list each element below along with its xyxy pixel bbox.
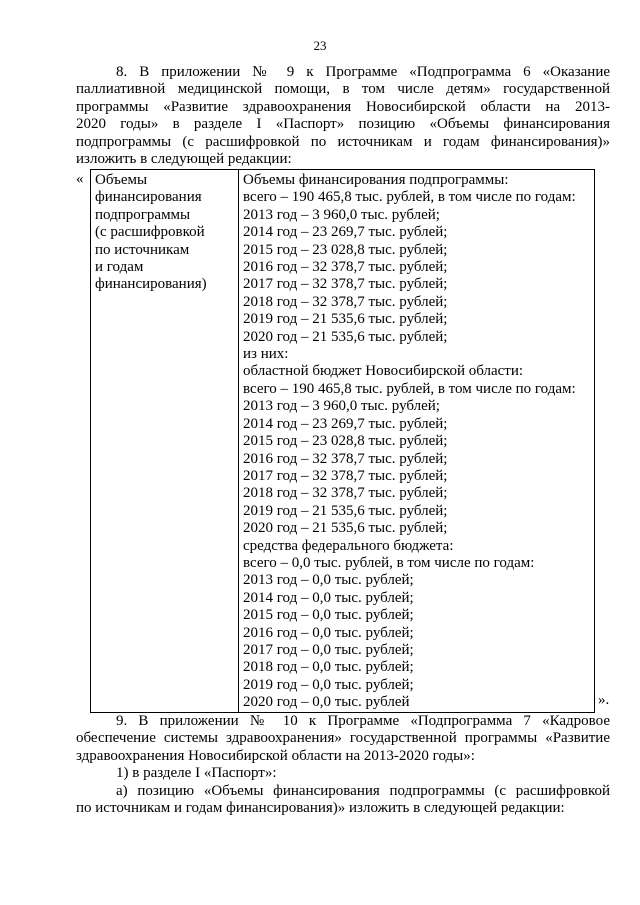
paragraph-8 [76, 64, 610, 168]
cell-line: 2019 год – 21 535,6 тыс. рублей; [243, 502, 448, 519]
cell-line: подпрограммы [95, 206, 191, 223]
cell-line: 2019 год – 0,0 тыс. рублей; [243, 676, 414, 693]
cell-line: 2020 год – 0,0 тыс. рублей [243, 694, 410, 711]
cell-line: 2017 год – 32 378,7 тыс. рублей; [243, 276, 448, 293]
cell-line: 2014 год – 23 269,7 тыс. рублей; [243, 415, 448, 432]
text-line: 2020 годы» в разделе I «Паспорт» позицию «Объемы финансирования [76, 116, 610, 133]
cell-line: из них: [243, 346, 289, 363]
cell-line: 2014 год – 23 269,7 тыс. рублей; [243, 224, 448, 241]
cell-line: всего – 0,0 тыс. рублей, в том числе по годам: [243, 554, 535, 571]
table-cell-label [91, 170, 239, 713]
cell-line: по источникам [95, 241, 190, 258]
text-line: а) позицию «Объемы финансирования подпрограммы (с расшифровкой [116, 782, 610, 799]
text-line: паллиативной медицинской помощи, в том числе детям» государственной [76, 81, 610, 98]
cell-line: 2014 год – 0,0 тыс. рублей; [243, 589, 414, 606]
cell-line: 2018 год – 32 378,7 тыс. рублей; [243, 485, 448, 502]
text-line: здравоохранения Новосибирской области на 2013-2020 годы»: [76, 747, 475, 764]
text-line: 9. В приложении № 10 к Программе «Подпрограмма 7 «Кадровое [116, 713, 610, 729]
cell-line: 2020 год – 21 535,6 тыс. рублей; [243, 328, 448, 345]
cell-line: 2013 год – 3 960,0 тыс. рублей; [243, 398, 440, 415]
text-line: подпрограммы (с расшифровкой по источникам и годам финансирования)» [76, 133, 610, 150]
cell-line: 2019 год – 21 535,6 тыс. рублей; [243, 311, 448, 328]
text-line: изложить в следующей редакции: [76, 151, 292, 168]
cell-line: Объемы [95, 172, 148, 188]
cell-line: всего – 190 465,8 тыс. рублей, в том числе по годам: [243, 380, 576, 397]
text-line: 8. В приложении № 9 к Программе «Подпрограмма 6 «Оказание [116, 64, 610, 80]
cell-line: и годам [95, 259, 144, 276]
cell-line: (с расшифровкой [95, 224, 205, 241]
text-line: программы «Развитие здравоохранения Новосибирской области на 2013- [76, 98, 610, 115]
cell-line: 2016 год – 32 378,7 тыс. рублей; [243, 450, 448, 467]
cell-line: 2016 год – 32 378,7 тыс. рублей; [243, 259, 448, 276]
cell-line: 2013 год – 3 960,0 тыс. рублей; [243, 206, 440, 223]
financing-table [90, 169, 595, 713]
cell-line: 2017 год – 0,0 тыс. рублей; [243, 641, 414, 658]
cell-line: областной бюджет Новосибирской области: [243, 363, 524, 380]
cell-line: 2016 год – 0,0 тыс. рублей; [243, 624, 414, 641]
table-cell-values [239, 170, 595, 713]
cell-line: средства федерального бюджета: [243, 537, 454, 554]
cell-line: финансирования [95, 189, 202, 206]
list-item-1: 1) в разделе I «Паспорт»: [116, 765, 277, 782]
text-line: обеспечение системы здравоохранения» государственной программы «Развитие [76, 730, 610, 747]
cell-line: 2018 год – 32 378,7 тыс. рублей; [243, 293, 448, 310]
cell-line: 2015 год – 23 028,8 тыс. рублей; [243, 241, 448, 258]
cell-line: 2020 год – 21 535,6 тыс. рублей; [243, 520, 448, 537]
cell-line: финансирования) [95, 276, 207, 293]
cell-line: 2015 год – 0,0 тыс. рублей; [243, 607, 414, 624]
table-row [91, 170, 595, 713]
cell-line: 2015 год – 23 028,8 тыс. рублей; [243, 433, 448, 450]
closing-quote: ». [598, 692, 610, 708]
cell-line: Объемы финансирования подпрограммы: [243, 172, 509, 188]
cell-line: 2013 год – 0,0 тыс. рублей; [243, 572, 414, 589]
paragraph-9 [76, 713, 610, 817]
text-line: по источникам и годам финансирования)» изложить в следующей редакции: [76, 800, 565, 817]
cell-line: 2018 год – 0,0 тыс. рублей; [243, 659, 414, 676]
opening-quote: « [76, 171, 84, 187]
cell-line: всего – 190 465,8 тыс. рублей, в том числе по годам: [243, 189, 576, 206]
page-number: 23 [313, 38, 327, 53]
cell-line: 2017 год – 32 378,7 тыс. рублей; [243, 467, 448, 484]
